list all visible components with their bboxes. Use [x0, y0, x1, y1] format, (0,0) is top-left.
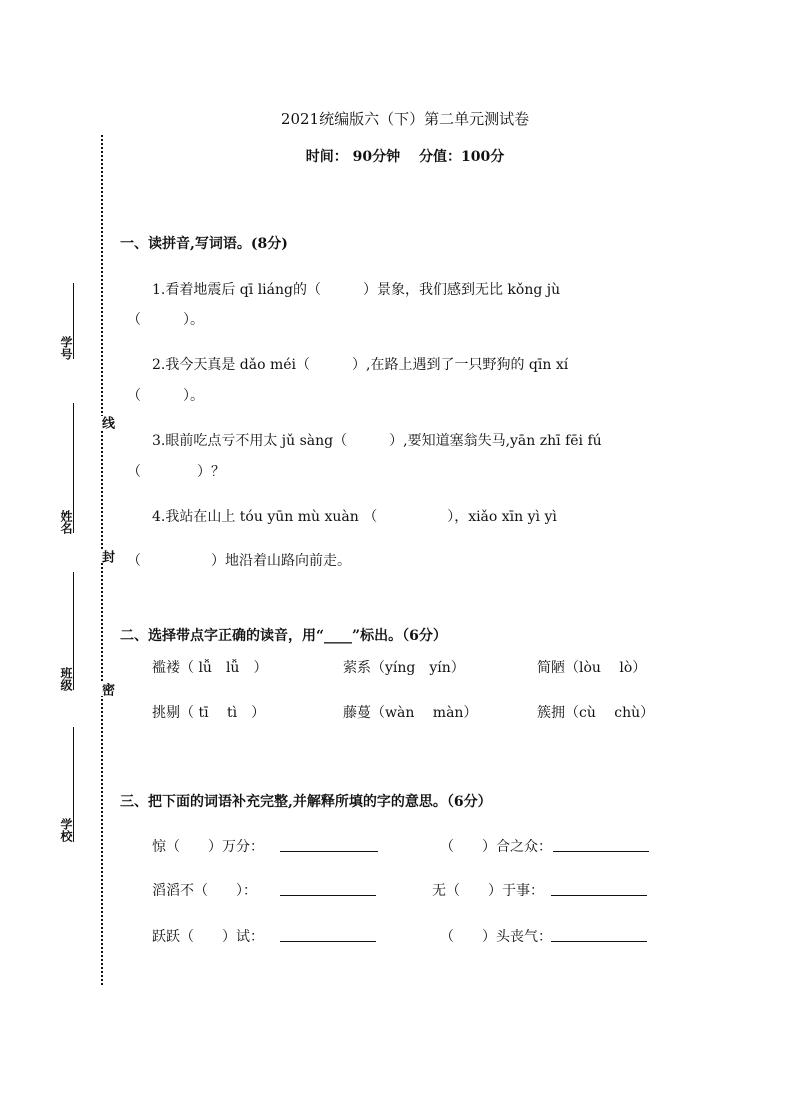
page-title: 2021统编版六（下）第二单元测试卷 [280, 110, 530, 128]
idiom-item: 跃跃（ ）试： [152, 929, 264, 945]
pinyin-choice-item: 褴褛（ lǚ lǚ ） [152, 660, 268, 676]
question-3-line-2: （ ）？ [127, 464, 225, 480]
section-2-heading: 二、选择带点字正确的读音，用“____”标出。（6分） [120, 628, 447, 644]
answer-line [280, 895, 376, 896]
pinyin-choice-item: 萦系（yíng yín） [343, 660, 465, 676]
question-1-line-1: 1.看着地震后 qī liáng的（ ）景象，我们感到无比 kǒng jù [152, 282, 561, 298]
pinyin-choice-item: 簇拥（cù chù） [537, 705, 655, 721]
school-label: 学校 [59, 818, 73, 842]
question-2-line-2: （ ）。 [127, 388, 204, 404]
school-blank [73, 727, 74, 842]
answer-line [280, 941, 376, 942]
exam-info: 时间： 90分钟 分值：100分 [305, 149, 505, 165]
seal-marker-line: 线 [99, 416, 114, 429]
answer-line [551, 941, 647, 942]
idiom-item: 惊（ ）万分： [152, 839, 264, 855]
idiom-item: 无（ ）于事： [432, 883, 544, 899]
pinyin-choice-item: 简陋（lòu lò） [537, 660, 647, 676]
pinyin-choice-item: 挑剔（ tī tì ） [152, 705, 266, 721]
student-id-label: 学号 [59, 336, 73, 360]
name-blank [73, 403, 74, 533]
pinyin-choice-item: 藤蔓（wàn màn） [343, 705, 478, 721]
answer-line [280, 851, 378, 852]
answer-line [553, 851, 649, 852]
question-1-line-2: （ ）。 [127, 312, 204, 328]
idiom-item: 滔滔不（ ）： [152, 883, 257, 899]
question-2-line-1: 2.我今天真是 dǎo méi（ ）,在路上遇到了一只野狗的 qīn xí [152, 357, 569, 373]
name-label: 姓名 [59, 510, 73, 534]
question-4-line-1: 4.我站在山上 tóu yūn mù xuàn （ ），xiǎo xīn yì yì [152, 509, 557, 525]
question-3-line-1: 3.眼前吃点亏不用太 jǔ sàng（ ）,要知道塞翁失马,yān zhī fēi fú [152, 433, 602, 449]
question-4-line-2: （ ）地沿着山路向前走。 [127, 553, 351, 569]
student-id-blank [73, 283, 74, 359]
seal-marker-secret: 密 [99, 683, 114, 696]
seal-marker-seal: 封 [99, 550, 114, 563]
section-3-heading: 三、把下面的词语补充完整,并解释所填的字的意思。（6分） [120, 794, 492, 810]
section-1-heading: 一、读拼音,写词语。(8分) [120, 236, 288, 252]
idiom-item: （ ）头丧气： [440, 929, 552, 945]
answer-line [551, 895, 647, 896]
class-blank [73, 572, 74, 690]
idiom-item: （ ）合之众： [440, 839, 552, 855]
class-label: 班级 [59, 667, 73, 691]
